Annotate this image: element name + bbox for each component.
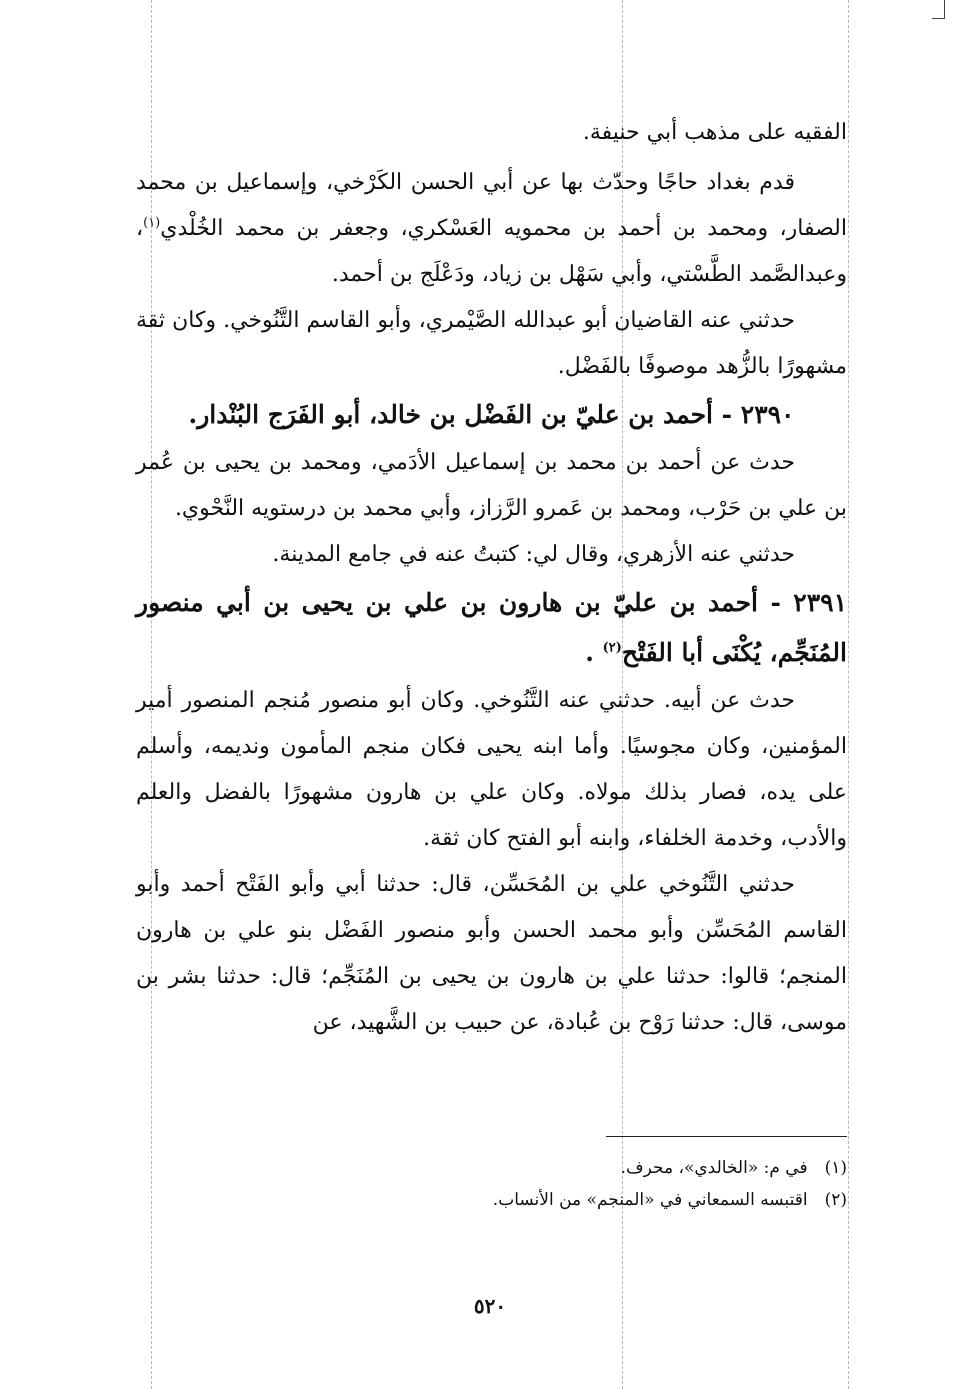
heading-text: . [585, 638, 594, 667]
footnote-ref: (٢) [602, 640, 622, 656]
paragraph [136, 160, 847, 298]
heading-text: ٢٣٩١ - أحمد بن عليّ بن هارون بن علي بن يحيى بن أبي منصور المُنَجِّم، يُكْنَى أبا الفَتْح [136, 588, 847, 667]
footnotes [300, 1152, 847, 1216]
paragraph: الفقيه على مذهب أبي حنيفة. [582, 120, 847, 145]
paragraph-text: ، وعبدالصَّمد الطَّسْتي، وأبي سَهْل بن زياد، ودَعْلَج بن أحمد. [136, 216, 847, 287]
footnote-number: (٢) [824, 1190, 847, 1210]
paragraph: حدث عن أبيه. حدثني عنه التَّنُوخي. وكان أبو منصور مُنجم المنصور أمير المؤمنين، وكان مجوسيًا. وأما ابنه يحيى فكان منجم المأمون ونديمه، وأسلم على يده، فصار بذلك مولاه. وكان علي بن هارون مشهورًا بالفضل والعلم والأدب، وخدمة الخلفاء، وابنه أبو الفتح كان ثقة. [136, 688, 847, 851]
footnote-separator [606, 1136, 847, 1137]
paragraph: حدث عن أحمد بن محمد بن إسماعيل الأدَمي، ومحمد بن يحيى بن عُمر بن علي بن حَرْب، ومحمد بن عَمرو الرَّزاز، وأبي محمد بن درستويه النَّحْوي. [136, 450, 847, 521]
crop-mark [932, 0, 945, 19]
footnote-number: (١) [824, 1158, 847, 1178]
page-body [136, 110, 847, 1046]
footnote [300, 1152, 847, 1184]
footnote-text: اقتبسه السمعاني في «المنجم» من الأنساب. [492, 1190, 808, 1210]
scan-guide-line [848, 0, 849, 1389]
entry-heading [136, 578, 847, 678]
footnote-text: في م: «الخالدي»، محرف. [620, 1158, 808, 1178]
paragraph-text: قدم بغداد حاجًا وحدّث بها عن أبي الحسن الكَرْخي، وإسماعيل بن محمد الصفار، ومحمد بن أحمد بن محمويه العَسْكري، وجعفر بن محمد الخُلْدي [136, 170, 847, 241]
paragraph: حدثني التَّنُوخي علي بن المُحَسِّن، قال: حدثنا أبي وأبو الفَتْح أحمد وأبو القاسم المُحَسِّن وأبو محمد الحسن وأبو منصور الفَضْل بنو علي بن هارون المنجم؛ قالوا: حدثنا علي بن هارون بن يحيى بن المُنَجِّم؛ قال: حدثنا بشر بن موسى، قال: حدثنا رَوْح بن عُبادة، عن حبيب بن الشَّهيد، عن [136, 872, 847, 1035]
paragraph: حدثني عنه القاضيان أبو عبدالله الصَّيْمري، وأبو القاسم التَّنُوخي. وكان ثقة مشهورًا بالزُّهد موصوفًا بالفَضْل. [136, 308, 847, 379]
footnote [300, 1184, 847, 1216]
paragraph: حدثني عنه الأزهري، وقال لي: كتبتُ عنه في جامع المدينة. [272, 542, 795, 567]
entry-heading: ٢٣٩٠ - أحمد بن عليّ بن الفَضْل بن خالد، أبو الفَرَج البُنْدار. [188, 400, 795, 429]
footnote-ref: (١) [143, 215, 161, 231]
page-number: ٥٢٠ [473, 1294, 507, 1318]
